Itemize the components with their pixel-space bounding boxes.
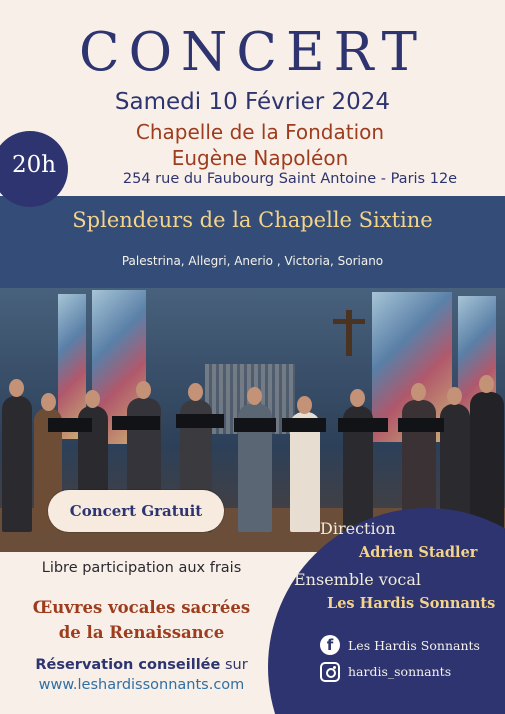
director-name: Adrien Stadler <box>359 544 478 561</box>
singer-head <box>9 379 24 397</box>
music-stand <box>48 418 92 432</box>
works-title-line-2: de la Renaissance <box>58 623 225 642</box>
venue-address: 254 rue du Faubourg Saint Antoine - Paris 12e <box>122 171 458 187</box>
singer <box>2 396 32 532</box>
ensemble-label: Ensemble vocal <box>294 570 422 589</box>
singer-head <box>136 381 151 399</box>
reservation-rest: sur <box>220 657 248 673</box>
crucifix <box>346 310 352 356</box>
reservation-bold: Réservation conseillée <box>35 657 221 673</box>
works-title-line-1: Œuvres vocales sacrées <box>32 598 251 617</box>
singer-head <box>350 389 365 407</box>
music-stand <box>338 418 388 432</box>
programme-subtitle: Splendeurs de la Chapelle Sixtine <box>72 208 433 232</box>
poster-title: CONCERT <box>79 22 426 83</box>
direction-label: Direction <box>320 519 396 538</box>
ensemble-name: Les Hardis Sonnants <box>327 595 496 612</box>
music-stand <box>112 416 160 430</box>
reservation-note <box>0 657 283 673</box>
facebook-icon: f <box>320 635 340 655</box>
concert-time: 20h <box>11 152 57 178</box>
instagram-handle: hardis_sonnants <box>348 664 452 679</box>
concert-date: Samedi 10 Février 2024 <box>114 89 391 115</box>
music-stand <box>234 418 276 432</box>
singer-head <box>297 396 312 414</box>
singer-head <box>447 387 462 405</box>
singer <box>470 392 504 532</box>
free-concert-label: Concert Gratuit <box>69 502 203 520</box>
venue-line-2: Eugène Napoléon <box>171 146 349 170</box>
singer-head <box>188 383 203 401</box>
singer-head <box>479 375 494 393</box>
participation-note: Libre participation aux frais <box>41 560 242 576</box>
singer-head <box>41 393 56 411</box>
venue-line-1: Chapelle de la Fondation <box>135 120 385 144</box>
singer-head <box>85 390 100 408</box>
website-link[interactable]: www.leshardissonnants.com <box>38 677 245 693</box>
singer-head <box>247 387 262 405</box>
instagram-icon <box>320 662 340 682</box>
music-stand <box>398 418 444 432</box>
music-stand <box>282 418 326 432</box>
facebook-handle: Les Hardis Sonnants <box>348 638 480 653</box>
composers-list: Palestrina, Allegri, Anerio , Victoria, Soriano <box>121 254 384 268</box>
singer-head <box>411 383 426 401</box>
crucifix-bar <box>333 319 365 324</box>
music-stand <box>176 414 224 428</box>
